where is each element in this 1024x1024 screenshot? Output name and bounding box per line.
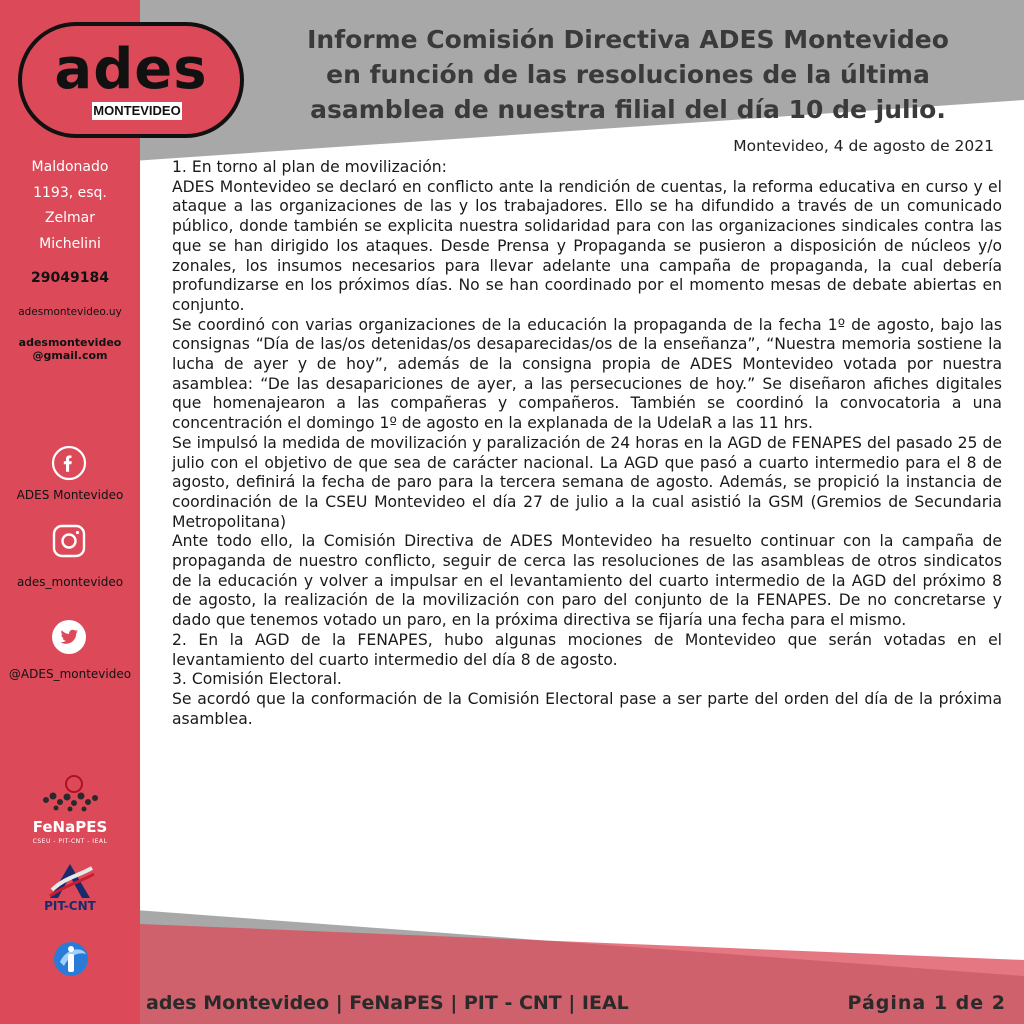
address-line: Maldonado (31, 159, 109, 175)
paragraph: 1. En torno al plan de movilización: (172, 158, 447, 176)
facebook-icon[interactable] (50, 444, 88, 482)
ieal-logo-icon (50, 938, 92, 980)
instagram-icon[interactable] (50, 522, 88, 560)
logo-wordmark: ades (54, 37, 208, 102)
paragraph: Se coordinó con varias organizaciones de la educación la propaganda de la fecha 1º de agosto, bajo las consignas “Día de las/os detenidas/os desaparecidas/os de la enseñanza”, “Nuestra memoria sostiene la lucha de ayer y de hoy”, además de la consigna propia de ADES Montevideo votada por nuestra asamblea: “De las desapariciones de ayer, a las persecuciones de hoy.” Se diseñaron afiches digitales que homenajearon a las compañeras y compañeros. También se coordinó la convocatoria a una concentración el domingo 1º de agosto en la explanada de la UdelaR a las 11 hrs. (172, 315, 1002, 433)
email-link[interactable] (0, 336, 140, 362)
footer-orgs: ades Montevideo | FeNaPES | PIT - CNT | IEAL (146, 992, 629, 1014)
report-body (172, 158, 1002, 729)
phone-number: 29049184 (31, 270, 109, 286)
ades-logo (18, 22, 244, 138)
paragraph: 3. Comisión Electoral. (172, 670, 342, 689)
fenapes-name: FeNaPES (32, 818, 108, 836)
document-date: Montevideo, 4 de agosto de 2021 (733, 137, 994, 155)
address-line: Michelini (39, 235, 101, 252)
address-line: Zelmar (44, 210, 96, 226)
pit-cnt-logo-icon (38, 860, 102, 900)
fenapes-logo-icon (38, 774, 104, 818)
address (0, 155, 140, 257)
address-line: 1193, esq. (33, 184, 107, 201)
email-line: adesmontevideo (18, 336, 122, 349)
twitter-icon[interactable] (50, 618, 88, 656)
fenapes-subtitle: CSEU - PIT-CNT - IEAL (32, 838, 108, 845)
website-link[interactable]: adesmontevideo.uy (18, 306, 122, 318)
logo-subtitle: MONTEVIDEO (93, 103, 181, 118)
paragraph: ADES Montevideo se declaró en conflicto ante la rendición de cuentas, la reforma educativa en curso y el ataque a las organizaciones de las y los trabajadores. Ello se ha difundido a través de un comunicado público, donde también se explicita nuestra solidaridad para con las organizaciones sindicales contra las que se han dirigido los ataques. Desde Prensa y Propaganda se pusieron a disposición de núcleos y/o zonales, los insumos necesarios para llevar adelante una campaña de propaganda, la cual debería profundizarse en los próximos días. No se han coordinado por el momento mesas de debate abiertas en conjunto. (172, 177, 1002, 314)
email-line: @gmail.com (32, 349, 108, 362)
pit-cnt-name: PIT-CNT (44, 899, 96, 913)
page-title (258, 22, 998, 127)
title-line: en función de las resoluciones de la última (326, 60, 930, 89)
twitter-label[interactable]: @ADES_montevideo (8, 667, 132, 681)
paragraph: Ante todo ello, la Comisión Directiva de ADES Montevideo ha resuelto continuar con la campaña de propaganda de nuestro conflicto, seguir de cerca las resoluciones de las asambleas de otros sindicatos de la educación y volver a impulsar en el levantamiento del cuarto intermedio de la AGD del próximo 8 de agosto, la realización de la movilización con paro del conjunto de la FENAPES. De no concretarse y dado que tenemos votado un paro, en la próxima directiva se fijaría una fecha para el mismo. (172, 532, 1002, 630)
paragraph: 2. En la AGD de la FENAPES, hubo algunas mociones de Montevideo que serán votadas en el levantamiento del cuarto intermedio del día 8 de agosto. (172, 630, 1002, 669)
facebook-label[interactable]: ADES Montevideo (16, 488, 124, 502)
paragraph: Se impulsó la medida de movilización y paralización de 24 horas en la AGD de FENAPES del pasado 25 de julio con el objetivo de que sea de carácter nacional. La AGD que pasó a cuarto intermedio para el 8 de agosto, definirá la fecha de paro para la tercera semana de agosto. Además, se propició la instancia de coordinación de la CSEU Montevideo el día 27 de julio a la cual asistió la GSM (Gremios de Secundaria Metropolitana) (172, 433, 1002, 531)
title-line: Informe Comisión Directiva ADES Montevideo (307, 25, 949, 54)
title-line: asamblea de nuestra filial del día 10 de julio. (310, 95, 946, 124)
page-indicator: Página 1 de 2 (847, 992, 1006, 1014)
paragraph: Se acordó que la conformación de la Comisión Electoral pase a ser parte del orden del día de la próxima asamblea. (172, 689, 1002, 728)
instagram-label[interactable]: ades_montevideo (16, 575, 124, 589)
